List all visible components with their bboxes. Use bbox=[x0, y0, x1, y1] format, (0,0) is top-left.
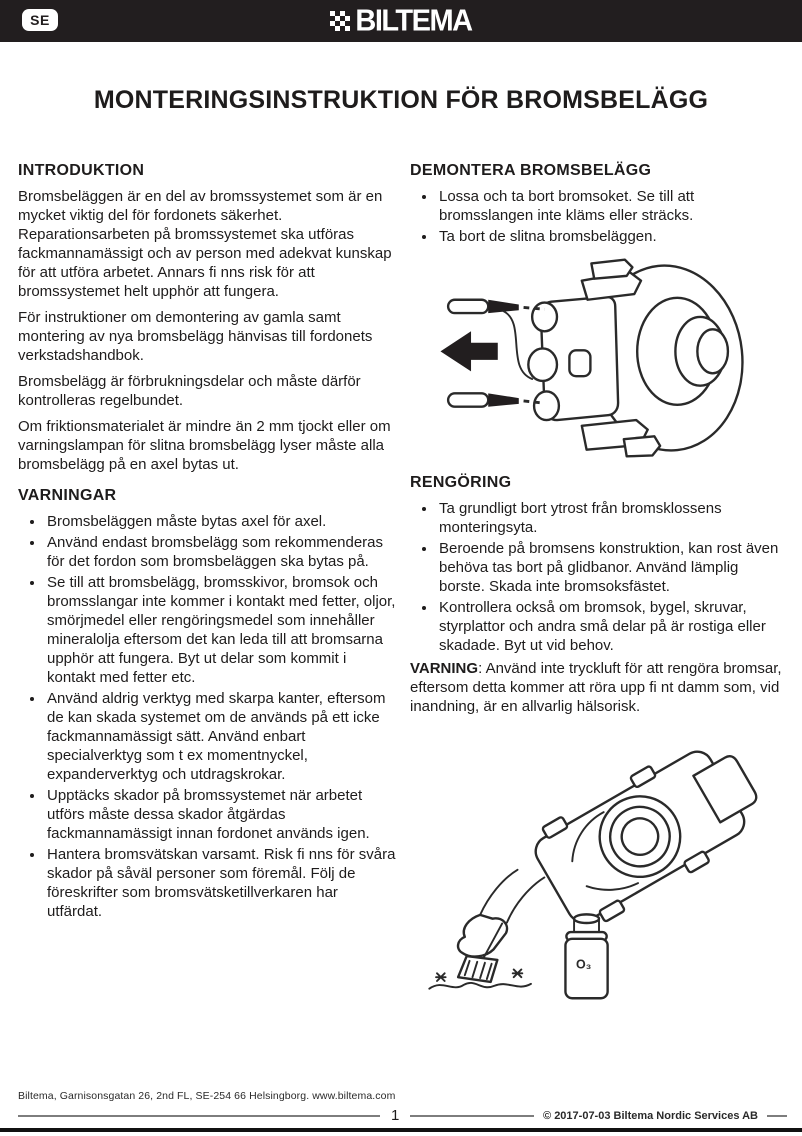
content-columns bbox=[18, 162, 788, 1004]
brake-assembly-illustration bbox=[410, 252, 788, 464]
arrow-left-icon bbox=[440, 331, 497, 371]
divider bbox=[18, 1115, 380, 1117]
intro-paragraph: För instruktioner om demontering av gamla samt montering av nya bromsbelägg hänvisas till fordonets verkstadshandbok. bbox=[18, 309, 373, 364]
page-title: MONTERINGSINSTRUKTION FÖR BROMSBELÄGG bbox=[93, 86, 709, 114]
list-item: • Bromsbeläggen måste bytas axel för axel. bbox=[45, 512, 396, 531]
list-item: • Lossa och ta bort bromsoket. Se till att bromsslangen inte kläms eller sträcks. bbox=[437, 187, 788, 225]
brand-name: BILTEMA bbox=[355, 3, 472, 38]
list-item: • Upptäcks skador på bromssystemet när arbetet utförs måste dessa skador åtgärdas fackmannamässigt innan fordonet används igen. bbox=[45, 786, 396, 843]
section-heading-demontera: DEMONTERA BROMSBELÄGG bbox=[410, 162, 652, 179]
warning-text: : Använd inte tryckluft för att rengöra bromsar, eftersom detta kommer att röra upp fi nt damm som, vid inandning, är en allvarlig hälsorisk. bbox=[410, 660, 782, 715]
bottom-bar bbox=[0, 1128, 802, 1132]
varningar-list bbox=[18, 512, 396, 921]
section-heading-rengoring: RENGÖRING bbox=[410, 474, 512, 491]
intro-paragraph: Bromsbeläggen är en del av bromssystemet som är en mycket viktig del för fordonets säkerhet. Reparationsarbeten på bromssystemet ska utföras fackmannamässigt och av person med adekvat kunskap för att utföra arbetet. Annars fi nns risk för att bromssystemet helt upphör att fungera. bbox=[18, 188, 392, 300]
section-heading-varningar: VARNINGAR bbox=[18, 487, 117, 504]
copyright-notice: © 2017-07-03 Biltema Nordic Services AB bbox=[543, 1109, 758, 1122]
rengoring-list bbox=[410, 499, 788, 655]
footer-rule bbox=[18, 1108, 787, 1123]
divider bbox=[410, 1115, 534, 1117]
list-item: • Beroende på bromsens konstruktion, kan rost även behöva tas bort på glidbanor. Använd lämplig borste. Skada inte bromsoksfästet. bbox=[437, 539, 788, 596]
list-item: • Kontrollera också om bromsok, bygel, skruvar, styrplattor och andra små delar på är rostiga eller skadade. Byt ut vid behov. bbox=[437, 598, 788, 655]
header-bar bbox=[0, 0, 802, 42]
checkered-flag-icon bbox=[330, 11, 350, 31]
divider bbox=[767, 1115, 787, 1117]
column-right bbox=[410, 162, 788, 1004]
list-item: • Använd endast bromsbelägg som rekommenderas för det fordon som bromsbeläggen ska bytas på. bbox=[45, 533, 396, 571]
cleaning-illustration bbox=[410, 726, 788, 1004]
section-heading-introduktion: INTRODUKTION bbox=[18, 162, 145, 179]
warning-paragraph bbox=[410, 659, 788, 716]
spray-can-label: O₃ bbox=[575, 957, 592, 972]
list-item: • Hantera bromsvätskan varsamt. Risk fi nns för svåra skador på såväl personer som föremål. Följ de föreskrifter som bromsvätsketillverkaren har utfärdat. bbox=[45, 845, 396, 921]
footer-address: Biltema, Garnisonsgatan 26, 2nd FL, SE-254 66 Helsingborg. www.biltema.com bbox=[18, 1090, 396, 1102]
intro-paragraph: Om friktionsmaterialet är mindre än 2 mm tjockt eller om varningslampan för slitna bromsbelägg lyser måste alla bromsbelägg på en axel bytas ut. bbox=[18, 418, 391, 473]
locale-badge: SE bbox=[22, 9, 58, 31]
brand-logo bbox=[330, 3, 472, 38]
spray-can-icon bbox=[565, 914, 607, 998]
list-item: • Se till att bromsbelägg, bromsskivor, bromsok och bromsslangar inte kommer i kontakt med fetter, oljor, smörjmedel eller rengöringsmedel som innehåller mineralolja eftersom det kan leda till att bromsarna upphör att fungera. Byt ut delar som kommit i kontakt med fetter etc. bbox=[45, 573, 396, 687]
list-item: • Använd aldrig verktyg med skarpa kanter, eftersom de kan skada systemet om de används på ett icke fackmannamässigt sätt. Använd enbart specialverktyg som t ex momentnyckel, expanderverktyg och utdragskrokar. bbox=[45, 689, 396, 784]
column-left bbox=[18, 162, 396, 1004]
warning-label: VARNING bbox=[410, 660, 479, 677]
list-item: • Ta grundligt bort ytrost från bromsklossens monteringsyta. bbox=[437, 499, 788, 537]
demontera-list bbox=[410, 187, 788, 246]
list-item: • Ta bort de slitna bromsbeläggen. bbox=[437, 227, 788, 246]
page-number: 1 bbox=[391, 1107, 400, 1124]
intro-paragraph: Bromsbelägg är förbrukningsdelar och måste därför kontrolleras regelbundet. bbox=[18, 373, 361, 409]
